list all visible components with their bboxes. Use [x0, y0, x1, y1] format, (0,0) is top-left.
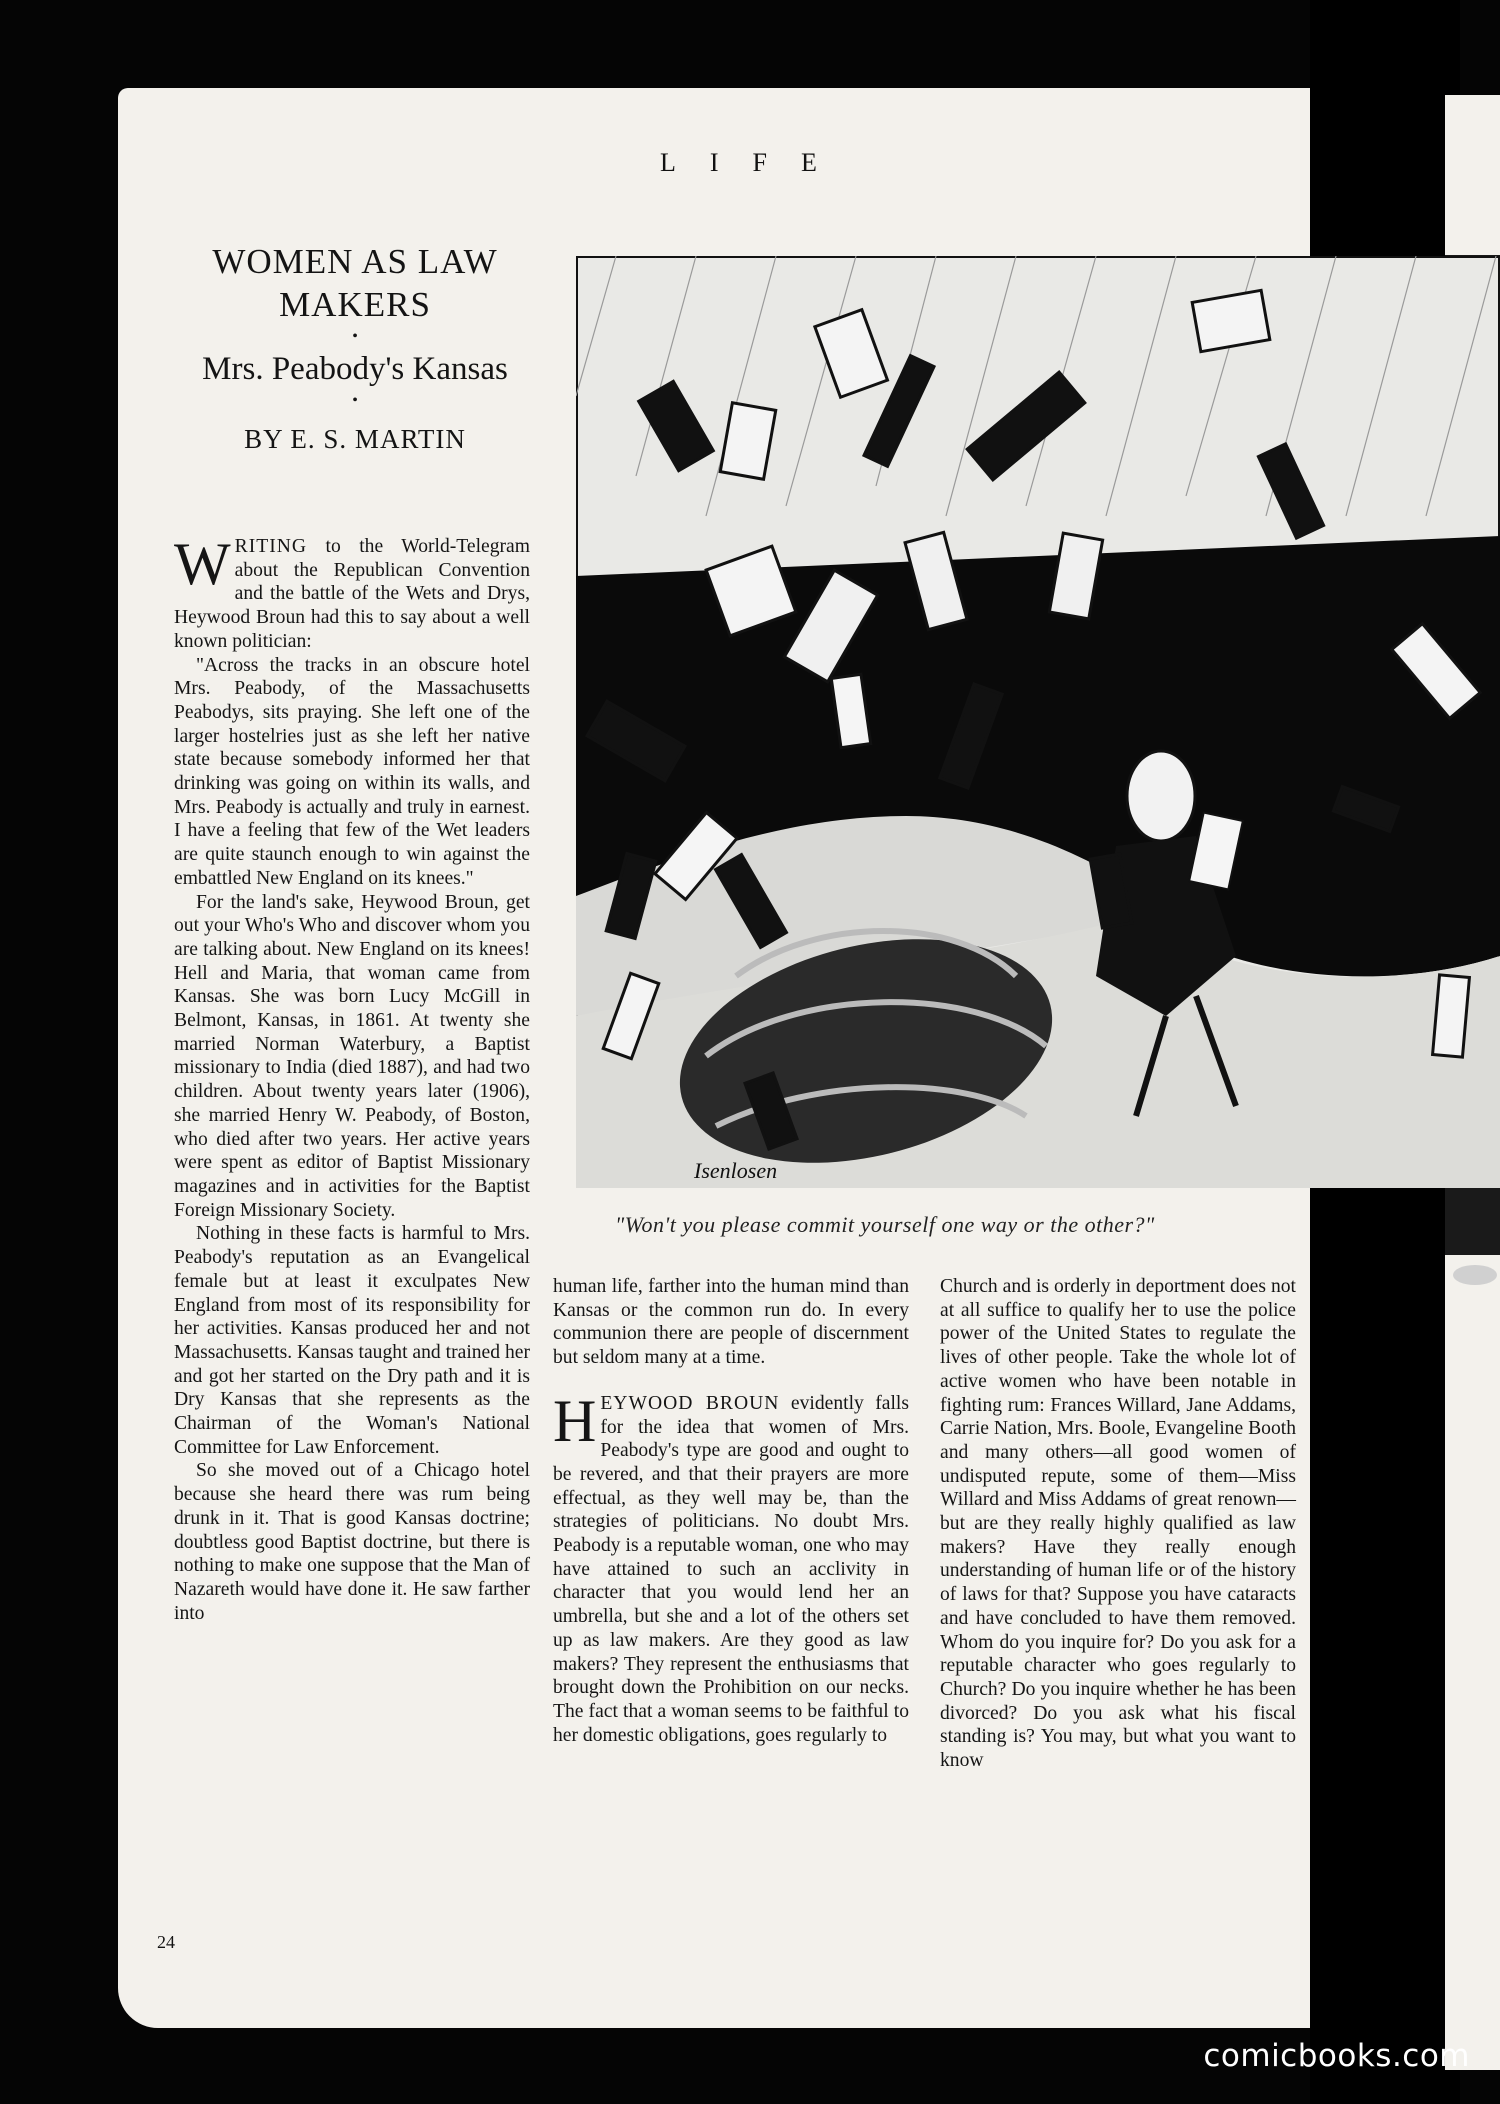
- paragraph-4: Nothing in these facts is harmful to Mrs. Peabody's reputation as an Evangelical female but at least it exculpates New England from most of its responsibility for her activities. Kansas produced her and not Massachusetts. Kansas taught and trained her and got her started on the Dry path and it is Dry Kansas that she represents as the Chairman of the Woman's National Committee for Law Enforcement.: [174, 1223, 530, 1458]
- lead-in: EYWOOD BROUN: [600, 1392, 780, 1414]
- paragraph-2: "Across the tracks in an obscure hotel Mrs. Peabody, of the Massachusetts Peabodys, sits praying. She left one of the larger hostelries just as she left her native state because somebody informed her that drinking was going on within its walls, and Mrs. Peabody is actually and truly in earnest. I have a feeling that few of the Wet leaders are quite staunch enough to win against the embattled New England on its knees.": [174, 654, 530, 889]
- article-column-2: [553, 1275, 909, 1747]
- paragraph-text: to the World-Telegram about the Republican Convention and the battle of the Wets and Drys, Heywood Broun had this to say about a well known politician:: [174, 536, 530, 652]
- paragraph-text: evidently falls for the idea that women of Mrs. Peabody's type are good and ought to be revered, and that their prayers are more effectual, as they well may be, than the strategies of politicians. No doubt Mrs. Peabody is a reputable woman, one who may have attained to such an acclivity in character that you would lend her an umbrella, but she and a lot of the others set up as law makers. Are they good as law makers? They represent the enthusiasms that brought down the Prohibition on our necks. The fact that a woman seems to be faithful to her domestic obligations, goes regularly to: [553, 1392, 909, 1746]
- cartoon-illustration: [576, 256, 1500, 1188]
- article-headline: [170, 240, 540, 455]
- paragraph-1: [174, 531, 530, 654]
- byline: BY E. S. MARTIN: [244, 424, 466, 454]
- paragraph-8: Church and is orderly in deportment does not at all suffice to qualify her to use the police power of the United States to regulate the lives of other people. Take the whole lot of active women who have been notable in fighting rum: Frances Willard, Jane Addams, Carrie Nation, Mrs. Boole, Evangeline Booth and many others—all good women of undisputed repute, some of them—Miss Willard and Miss Addams of great renown—but are they really highly qualified as law makers? Have they really enough understanding of human life or of the history of laws for that? Suppose you have cataracts and have concluded to have them removed. Whom do you inquire for? Do you ask for a reputable character who goes regularly to Church? Do you inquire whether he has been divorced? Do you ask what his fiscal standing is? You may, but what you want to know: [940, 1276, 1296, 1772]
- drop-cap: W: [174, 531, 231, 597]
- site-watermark: comicbooks.com: [1203, 2038, 1470, 2074]
- paragraph-7: [553, 1387, 909, 1748]
- article-column-3: [940, 1275, 1296, 1773]
- title-separator: •: [352, 328, 358, 345]
- paragraph-3: For the land's sake, Heywood Broun, get out your Who's Who and discover whom you are talking about. New England on its knees! Hell and Maria, that woman came from Kansas. She was born Lucy McGill in Belmont, Kansas, in 1861. At twenty she married Norman Waterbury, a Baptist missionary to India (died 1887), and had two children. About twenty years later (1906), she married Henry W. Peabody, of Boston, who died after two years. Her active years were spent as editor of Baptist Missionary magazines and in activities for the Baptist Foreign Missionary Society.: [174, 891, 530, 1221]
- illustration-caption: "Won't you please commit yourself one way or the other?": [615, 1212, 1155, 1237]
- masthead: LIFE: [660, 148, 851, 177]
- subtitle-separator: •: [352, 392, 358, 409]
- artist-signature: Isenlosen: [694, 1158, 778, 1183]
- paragraph-6: human life, farther into the human mind than Kansas or the common run do. In every communion there are people of discernment but seldom many at a time.: [553, 1276, 909, 1369]
- article-subtitle: Mrs. Peabody's Kansas: [202, 351, 508, 387]
- drop-cap: H: [553, 1387, 597, 1454]
- article-title: WOMEN AS LAW MAKERS: [212, 242, 498, 324]
- paragraph-5: So she moved out of a Chicago hotel because she heard there was rum being drunk in it. That is good Kansas doctrine; doubtless good Baptist doctrine, but there is nothing to make one suppose that the Man of Nazareth would have done it. He saw farther into: [174, 1460, 530, 1624]
- article-column-1: [174, 531, 530, 1625]
- lead-in: RITING: [234, 536, 308, 557]
- page-number: 24: [157, 1932, 175, 1952]
